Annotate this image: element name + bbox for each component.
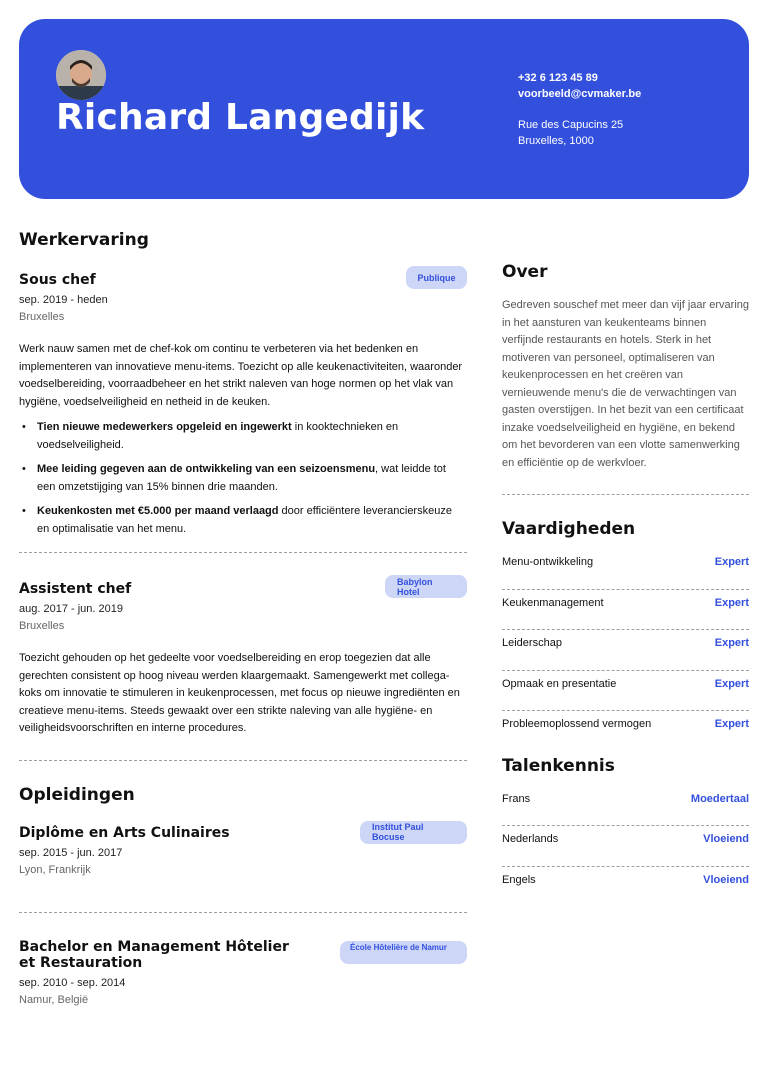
company-badge: Babylon Hotel xyxy=(385,575,467,598)
language-name: Engels xyxy=(502,873,536,886)
divider xyxy=(19,760,467,761)
skill-row xyxy=(502,590,749,631)
education-date: sep. 2010 - sep. 2014 xyxy=(19,976,126,989)
education-entry xyxy=(19,939,467,1006)
achievement-item: • Mee leiding gegeven aan de ontwikkeling van een seizoensmenu, wat leidde tot een omzetstijging van 15% binnen drie maanden. xyxy=(19,461,467,496)
language-row xyxy=(502,867,749,908)
skill-name: Opmaak en presentatie xyxy=(502,677,617,690)
job-date: aug. 2017 - jun. 2019 xyxy=(19,603,123,615)
language-name: Nederlands xyxy=(502,833,559,845)
candidate-name: Richard Langedijk xyxy=(56,97,425,138)
language-name: Frans xyxy=(502,792,531,805)
job-description: Werk nauw samen met de chef-kok om continu te verbeteren via het bedenken en implementeren van innovatieve menu-items. Toezicht op alle keukenactiviteiten, waaronder voedselbereiding, voorraadbeheer en het strikt naleven van hoge normen op het vlak van hygiëne, voedselveiligheid en netheid in de keuken. xyxy=(19,343,463,408)
school-badge: École Hôtelière de Namur xyxy=(340,941,467,964)
job-title: Sous chef xyxy=(19,272,96,288)
skill-level: Expert xyxy=(714,637,749,649)
language-level: Moedertaal xyxy=(690,792,749,805)
education-title: Bachelor en Management Hôtelier et Restauration xyxy=(19,938,289,971)
skill-row xyxy=(502,549,749,590)
skill-level: Expert xyxy=(714,556,749,568)
language-level: Vloeiend xyxy=(703,833,749,845)
divider xyxy=(19,912,467,913)
achievement-item: • Tien nieuwe medewerkers opgeleid en ingewerkt in kooktechnieken en voedselveiligheid. xyxy=(19,419,467,454)
skills-section-title: Vaardigheden xyxy=(502,519,636,539)
languages-list xyxy=(502,786,749,908)
about-section-title: Over xyxy=(502,262,548,282)
company-badge: Publique xyxy=(406,266,467,289)
language-row xyxy=(502,786,749,827)
education-title: Diplôme en Arts Culinaires xyxy=(19,824,230,841)
skill-level: Expert xyxy=(714,718,749,730)
school-badge: Institut Paul Bocuse xyxy=(360,821,467,844)
language-level: Vloeiend xyxy=(703,873,749,886)
language-row xyxy=(502,826,749,867)
divider xyxy=(19,552,467,553)
skill-level: Expert xyxy=(714,677,749,690)
skills-list xyxy=(502,549,749,752)
header-banner xyxy=(19,19,749,199)
education-section-title: Opleidingen xyxy=(19,784,135,805)
job-title: Assistent chef xyxy=(19,581,132,597)
about-text: Gedreven souschef met meer dan vijf jaar ervaring in het aansturen van keukenteams binnen verfijnde restaurants en hotels. Sterk in het motiveren van personeel, optimaliseren van keukenprocessen en het creëren van vernieuwende menu's die de verwachtingen van gasten overstijgen. In het bezit van een certificaat inzake voedselveiligheid en hygiëne, en bekend om het bevorderen van een vlotte samenwerking en efficiëntie op de werkvloer. xyxy=(502,299,750,469)
skill-name: Leiderschap xyxy=(502,637,562,649)
skill-row xyxy=(502,630,749,671)
achievement-item: • Keukenkosten met €5.000 per maand verlaagd door efficiëntere leverancierskeuze en optimalisatie van het menu. xyxy=(19,503,467,538)
right-column xyxy=(502,262,749,907)
contact-info xyxy=(518,70,641,149)
city-address: Bruxelles, 1000 xyxy=(518,135,594,147)
languages-section-title: Talenkennis xyxy=(502,755,615,776)
achievement-list xyxy=(19,419,467,538)
job-entry xyxy=(19,266,467,538)
phone-number[interactable]: +32 6 123 45 89 xyxy=(518,72,598,84)
education-location: Namur, België xyxy=(19,993,89,1006)
education-date: sep. 2015 - jun. 2017 xyxy=(19,846,123,859)
skill-row xyxy=(502,671,749,712)
job-entry xyxy=(19,575,467,738)
education-entry xyxy=(19,821,467,876)
education-location: Lyon, Frankrijk xyxy=(19,863,91,876)
skill-name: Keukenmanagement xyxy=(502,596,604,609)
work-section-title: Werkervaring xyxy=(19,230,149,250)
job-description: Toezicht gehouden op het gedeelte voor voedselbereiding en erop toegezien dat alle gerechten consistent op hoog niveau werden klaargemaakt. Samengewerkt met collega-koks om innovatie te stimuleren in keukenprocessen, met focus op nieuwe ingrediënten en creatieve menu-items. Steeds gewaakt over een strikte naleving van alle hygiëne- en veiligheidsvoorschriften en interne procedures. xyxy=(19,652,460,734)
skill-name: Probleemoplossend vermogen xyxy=(502,718,652,730)
job-location: Bruxelles xyxy=(19,620,65,632)
email-address[interactable]: voorbeeld@cvmaker.be xyxy=(518,88,642,100)
left-column xyxy=(19,230,467,1006)
skill-name: Menu-ontwikkeling xyxy=(502,556,594,568)
profile-photo xyxy=(56,50,106,100)
street-address: Rue des Capucins 25 xyxy=(518,119,624,131)
job-location: Bruxelles xyxy=(19,311,65,323)
divider xyxy=(502,494,749,495)
skill-level: Expert xyxy=(714,596,749,609)
job-date: sep. 2019 - heden xyxy=(19,294,108,306)
skill-row xyxy=(502,711,749,752)
